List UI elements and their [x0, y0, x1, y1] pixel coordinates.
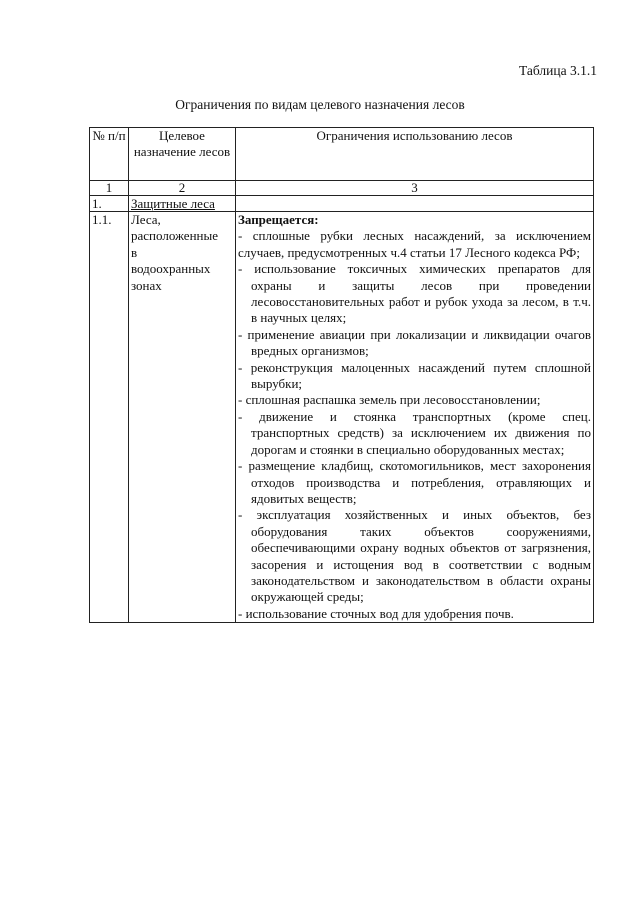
header-number: № п/п — [90, 128, 129, 181]
purpose-line: зонах — [131, 277, 162, 293]
restriction-item: - использование сточных вод для удобрения почв. — [238, 605, 514, 621]
column-number-3: 3 — [236, 181, 594, 196]
header-purpose: Целевое назначение лесов — [129, 128, 236, 181]
header-restrictions: Ограничения использованию лесов — [236, 128, 594, 181]
row-purpose — [129, 212, 236, 623]
purpose-line: Леса, — [131, 212, 161, 227]
header-row — [90, 128, 594, 181]
row-restrictions — [236, 212, 594, 623]
restrictions-table — [89, 127, 594, 623]
table-row — [90, 212, 594, 623]
restriction-item: - использование токсичных химических препаратов для охраны и защиты лесов при проведении лесовосстановительных работ и рубок ухода за лесом, в т.ч. в научных целях; — [238, 261, 591, 326]
table-number: Таблица 3.1.1 — [519, 63, 597, 78]
restriction-item: - движение и стоянка транспортных (кроме спец. транспортных средств) за исключением их движения по дорогам и стоянки в специально оборудованных местах; — [238, 408, 591, 457]
column-number-2: 2 — [129, 181, 236, 196]
row-number: 1.1. — [90, 212, 129, 623]
section-number: 1. — [90, 196, 129, 212]
restriction-item: - размещение кладбищ, скотомогильников, мест захоронения отходов производства и потребления, отравляющих и ядовитых веществ; — [238, 458, 591, 506]
restriction-item: - реконструкция малоценных насаждений путем сплошной вырубки; — [238, 359, 591, 392]
column-number-1: 1 — [90, 181, 129, 196]
restriction-item: - эксплуатация хозяйственных и иных объектов, без оборудования таких объектов сооружениями, обеспечивающими охрану водных объектов от загрязнения, засорения и истощения вод в соответствии с водным законодательством и законодательством в области охраны окружающей среды; — [238, 507, 591, 605]
section-title: Защитные леса — [129, 196, 236, 212]
column-number-row — [90, 181, 594, 196]
purpose-line: расположенные — [131, 228, 218, 244]
purpose-line: в — [131, 244, 138, 260]
purpose-line: водоохранных — [131, 261, 211, 277]
restriction-item: - сплошная распашка земель при лесовосстановлении; — [238, 392, 541, 408]
prohibited-title: Запрещается: — [238, 212, 319, 227]
section-empty-cell — [236, 196, 594, 212]
restriction-item: - применение авиации при локализации и ликвидации очагов вредных организмов; — [238, 326, 591, 359]
table-caption: Ограничения по видам целевого назначения лесов — [175, 97, 465, 112]
section-row — [90, 196, 594, 212]
restriction-item: - сплошные рубки лесных насаждений, за исключением случаев, предусмотренных ч.4 статьи 17 Лесного кодекса РФ; — [238, 228, 591, 260]
